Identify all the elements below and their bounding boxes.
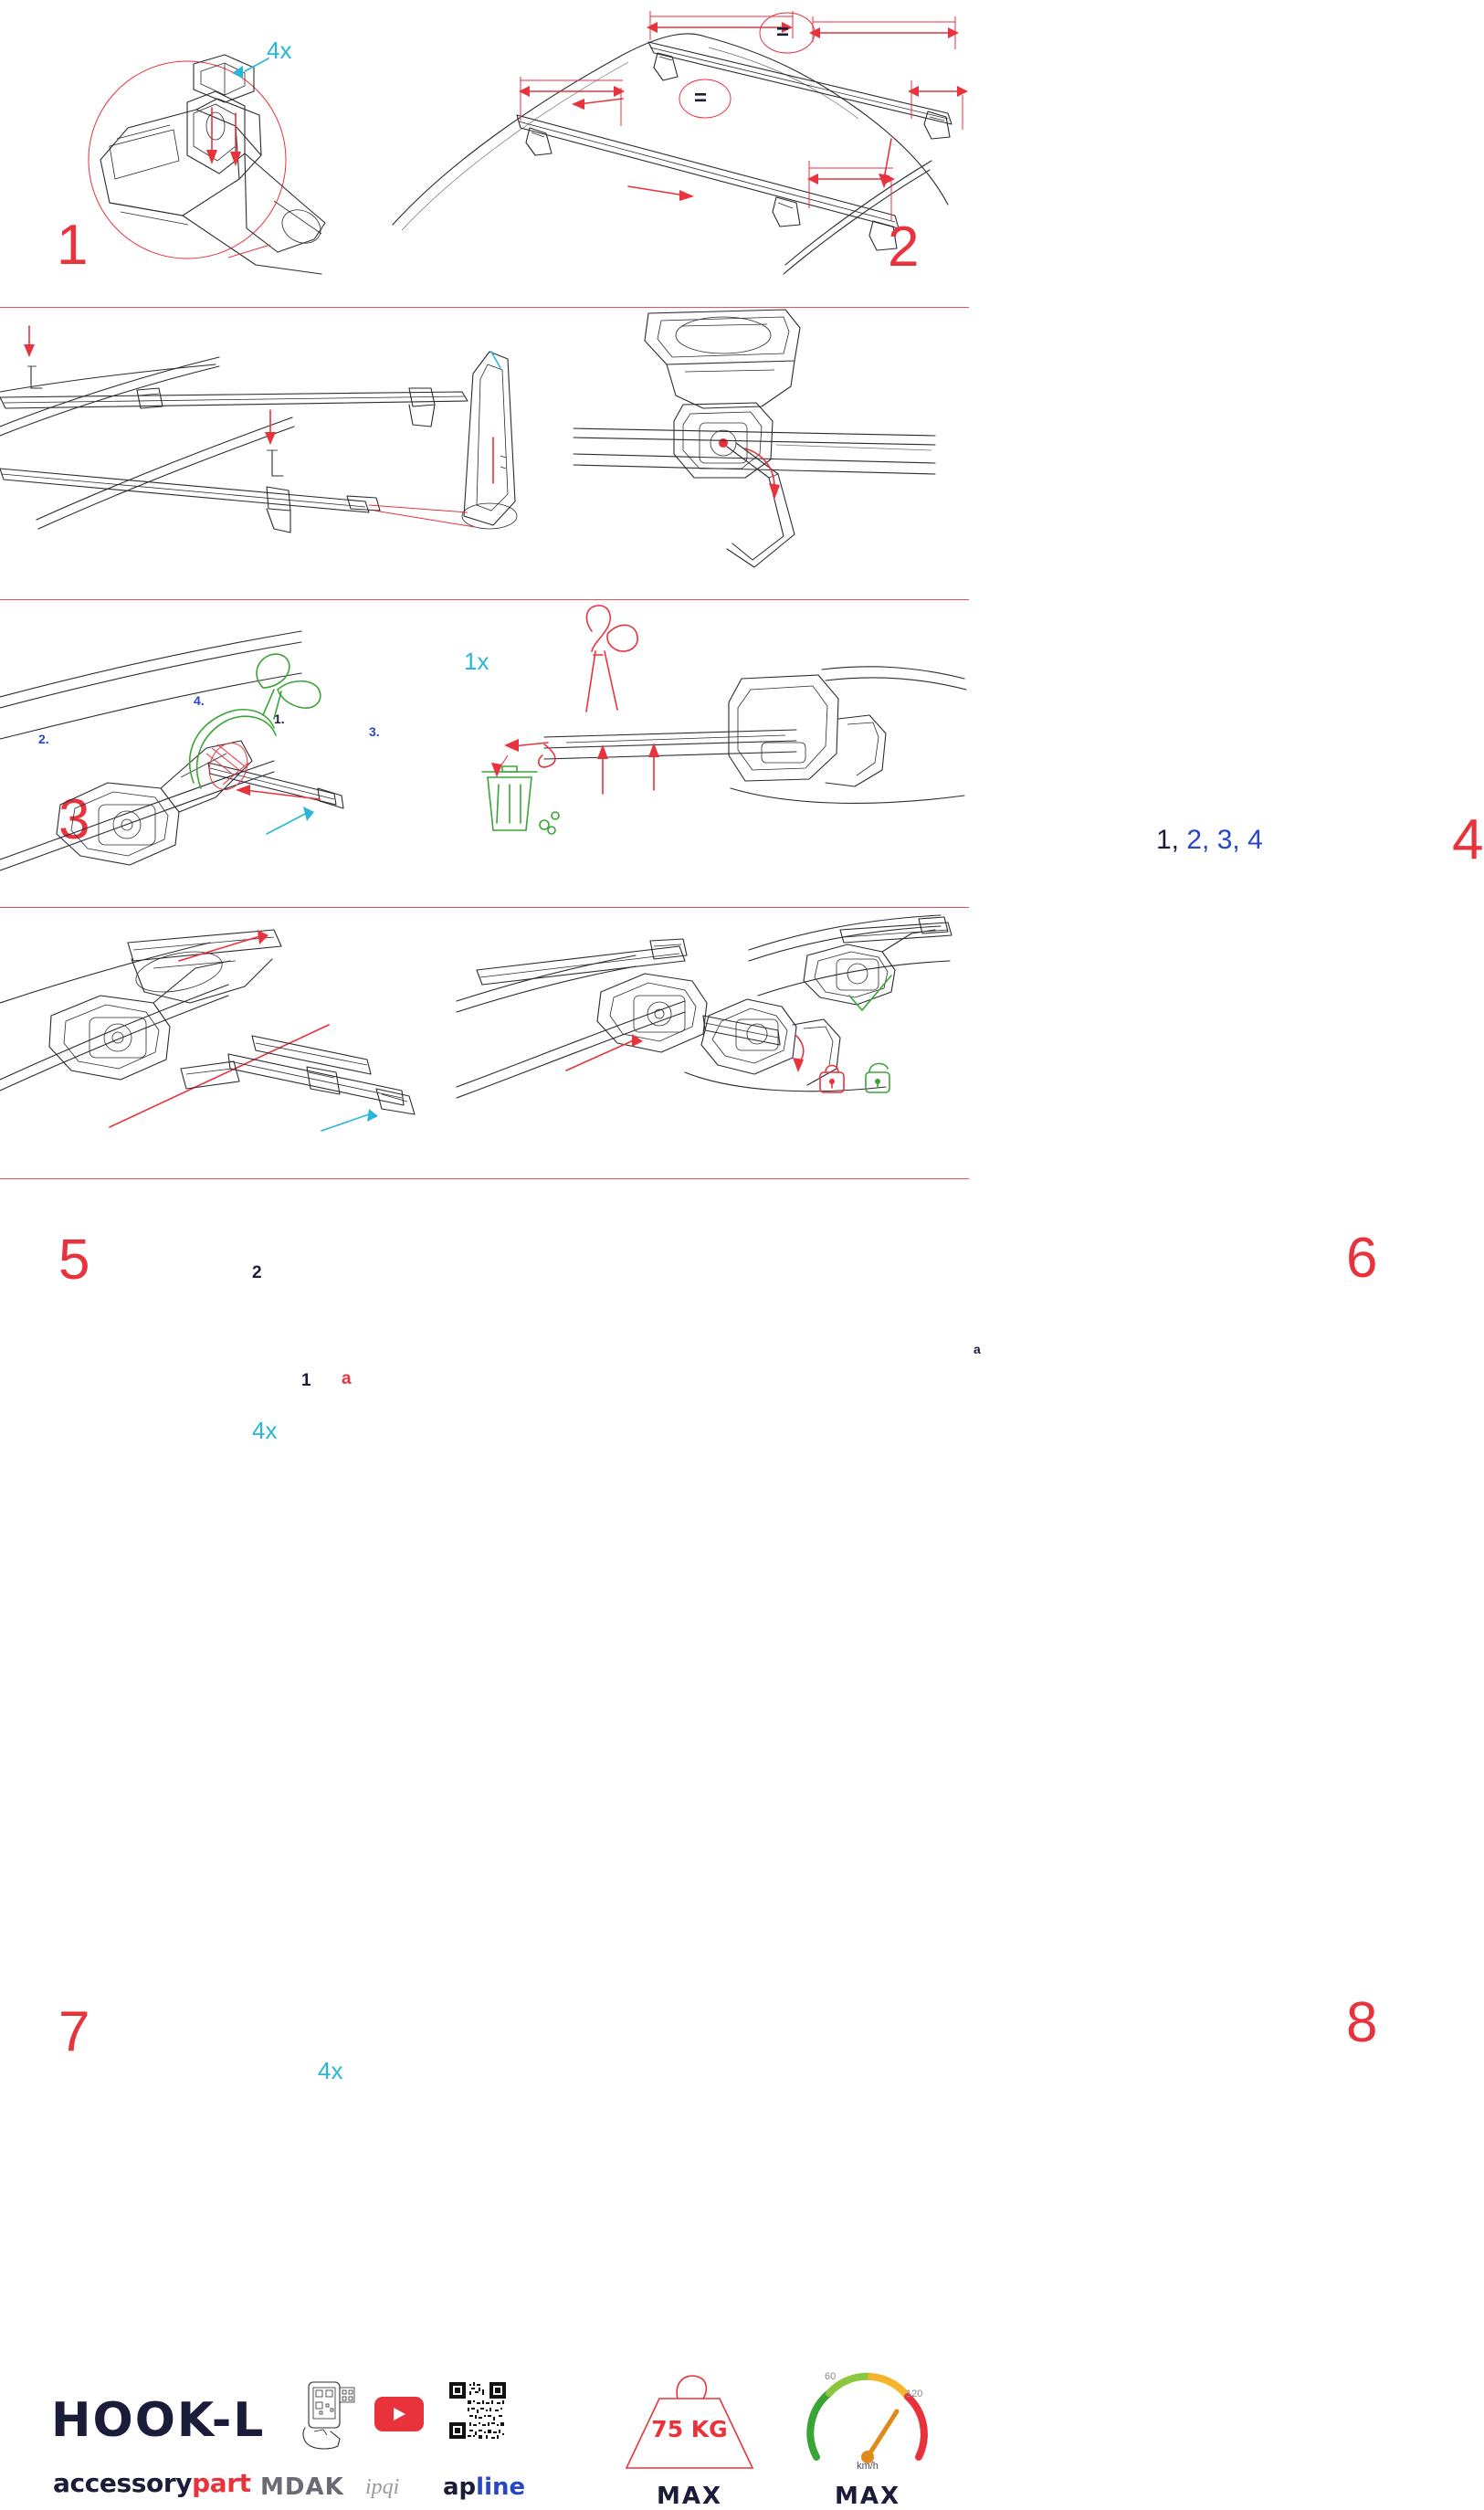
step-5-illustration	[0, 600, 457, 907]
apline-prefix: ap	[443, 2473, 477, 2501]
step-6-illustration	[457, 600, 969, 907]
brand-logo	[53, 2468, 251, 2498]
step-6-label-a: a	[974, 1342, 981, 1356]
step-5-label-a: a	[342, 1369, 352, 1388]
step-3-order-label-3: 3.	[369, 724, 380, 739]
max-weight-label: MAX	[656, 2483, 723, 2510]
partner-ipqi: ipqi	[365, 2475, 400, 2499]
speed-tick-120: 120	[906, 2389, 923, 2399]
step-6-number: 6	[1346, 1227, 1379, 1290]
step-5-number: 5	[58, 1229, 91, 1292]
brand-part-2: part	[192, 2468, 251, 2498]
step-4-seq-1: 1,	[1156, 825, 1180, 855]
step-7-number: 7	[58, 2000, 91, 2063]
step-2-equal-sign-2: =	[694, 86, 708, 111]
step-8-illustration	[457, 908, 969, 1178]
apline-suffix: line	[476, 2473, 526, 2501]
speedometer-icon	[804, 2366, 931, 2475]
step-4-seq-3: 3,	[1216, 825, 1240, 855]
step-1-number: 1	[57, 214, 89, 277]
step-4-seq-2: 2,	[1186, 825, 1210, 855]
max-speed-label: MAX	[834, 2483, 901, 2510]
step-3-number: 3	[58, 788, 91, 851]
step-3-qty-label: 1x	[464, 648, 489, 675]
step-6-panel	[457, 600, 1379, 1356]
partner-apline	[443, 2473, 525, 2501]
speed-tick-60: 60	[825, 2371, 837, 2382]
step-7-qty-label: 4x	[318, 2057, 343, 2084]
step-5-label-2: 2	[252, 1263, 262, 1282]
step-4-panel	[566, 308, 1484, 871]
step-3-order-label-2: 2.	[38, 732, 49, 746]
step-5-qty-label: 4x	[252, 1417, 278, 1444]
step-7-panel	[0, 908, 457, 2084]
step-5-panel	[0, 600, 457, 1444]
step-1-qty-label: 4x	[267, 37, 292, 64]
step-3-panel	[0, 308, 566, 851]
step-2-equal-sign-1: =	[776, 20, 790, 45]
product-name: HOOK-L	[51, 2393, 266, 2448]
step-4-illustration	[566, 308, 969, 598]
brand-part-1: accessory	[53, 2468, 193, 2498]
phone-qr-scan-icon	[294, 2380, 358, 2452]
step-2-number: 2	[888, 216, 921, 279]
step-4-number: 4	[1452, 808, 1484, 871]
max-weight-value: 75 KG	[651, 2416, 728, 2442]
step-5-label-1: 1	[301, 1371, 311, 1390]
step-3-order-label-4: 4.	[194, 693, 205, 708]
step-3-order-label-1: 1.	[274, 712, 285, 726]
step-1-panel	[0, 0, 384, 307]
step-8-panel	[457, 908, 1379, 2054]
step-2-panel	[384, 0, 969, 307]
speed-unit-label: km/h	[857, 2461, 879, 2472]
partner-mdak: MDAK	[260, 2473, 344, 2501]
step-8-number: 8	[1346, 1991, 1379, 2054]
step-4-seq-4: 4	[1247, 825, 1263, 855]
qr-code-icon	[449, 2382, 506, 2439]
step-3-illustration	[0, 308, 566, 598]
youtube-icon[interactable]	[374, 2397, 424, 2431]
step-2-illustration	[384, 0, 969, 307]
step-7-illustration	[0, 908, 457, 1178]
